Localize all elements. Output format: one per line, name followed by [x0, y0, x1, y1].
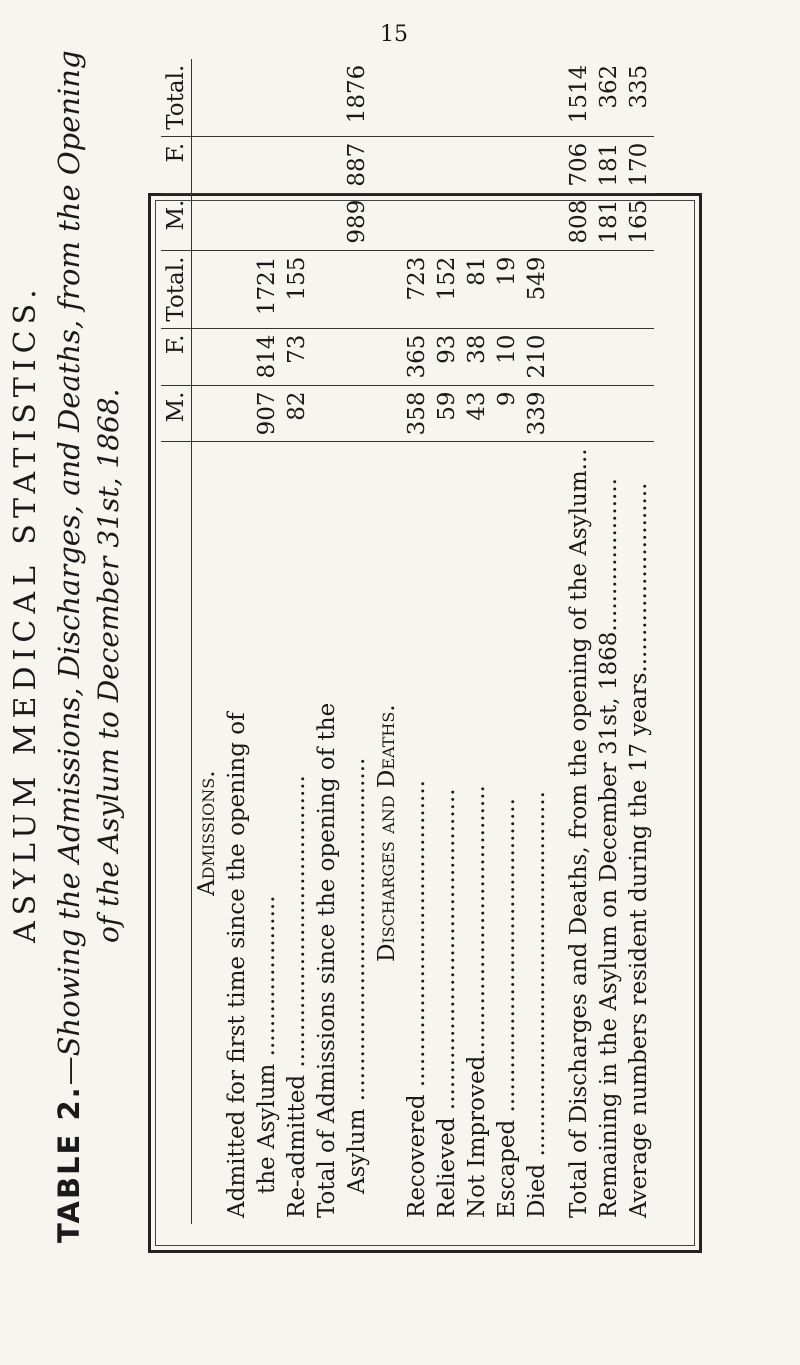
table-row [402, 59, 432, 1224]
table-caption-line-2: of the Asylum to December 31st, 1868. [92, 388, 125, 943]
row-label-continued: the Asylum ...................... [254, 895, 280, 1194]
row-label: Average numbers resident during the 17 years.......................... [626, 482, 652, 1218]
cell-f: 181 [594, 136, 624, 193]
cell-total: 1876 [342, 59, 372, 137]
cell-total: 155 [282, 250, 312, 328]
cell-m: 989 [342, 193, 372, 250]
table-header-row [161, 59, 192, 1224]
statistics-table-frame [148, 64, 702, 1253]
summary-row [624, 59, 654, 1224]
cell-f: 887 [342, 136, 372, 193]
header-blank [161, 442, 192, 1224]
table-row [522, 59, 552, 1224]
table-row [312, 59, 342, 1224]
table-row [492, 59, 522, 1224]
summary-row [594, 59, 624, 1224]
cell-m: 358 [402, 385, 432, 442]
summary-row [564, 59, 594, 1224]
table-row [432, 59, 462, 1224]
row-label-continued: Asylum ............................................... [344, 757, 370, 1194]
section-heading-row [192, 59, 223, 1224]
row-label: Total of Discharges and Deaths, from the opening of the Asylum... [566, 448, 592, 1218]
cell-m: 9 [492, 385, 522, 442]
table-row [282, 59, 312, 1224]
cell-f: 210 [522, 328, 552, 385]
cell-m: 808 [564, 193, 594, 250]
cell-f: 10 [492, 328, 522, 385]
table-tag: TABLE 2. [52, 1085, 86, 1243]
header-total-1: Total. [161, 250, 192, 328]
page-number: 15 [380, 22, 408, 47]
header-m-2: M. [161, 193, 192, 250]
row-label: Escaped ........................................... [494, 798, 520, 1218]
row-label: Admitted for first time since the opening of [224, 712, 250, 1218]
cell-m: 43 [462, 385, 492, 442]
cell-m: 181 [594, 193, 624, 250]
cell-f: 38 [462, 328, 492, 385]
row-label: Died .................................................. [524, 791, 550, 1218]
table-row [252, 59, 282, 1224]
row-label: Recovered .......................................... [404, 780, 430, 1218]
rotated-table-sheet [0, 50, 760, 1365]
cell-f: 814 [252, 328, 282, 385]
cell-total: 152 [432, 250, 462, 328]
cell-m: 82 [282, 385, 312, 442]
cell-m: 339 [522, 385, 552, 442]
header-total-2: Total. [161, 59, 192, 137]
table-caption-line-1 [52, 50, 86, 1243]
header-m-1: M. [161, 385, 192, 442]
cell-total: 362 [594, 59, 624, 137]
cell-m: 59 [432, 385, 462, 442]
cell-m: 907 [252, 385, 282, 442]
cell-f: 170 [624, 136, 654, 193]
table-row [222, 59, 252, 1224]
statistics-table [161, 59, 654, 1224]
page-title: ASYLUM MEDICAL STATISTICS. [8, 283, 43, 943]
row-label: Relieved ............................................ [434, 788, 460, 1218]
cell-total: 19 [492, 250, 522, 328]
discharges-heading: Discharges and Deaths. [374, 704, 400, 963]
cell-f: 93 [432, 328, 462, 385]
cell-total: 335 [624, 59, 654, 137]
header-f-2: F. [161, 136, 192, 193]
table-row [342, 59, 372, 1224]
caption-text-1: —Showing the Admissions, Discharges, and Deaths, from the Opening [52, 50, 86, 1086]
row-label: Not Improved..................................... [464, 785, 490, 1218]
cell-total: 549 [522, 250, 552, 328]
table-row [462, 59, 492, 1224]
cell-m: 165 [624, 193, 654, 250]
section-heading-row [372, 59, 402, 1224]
cell-f: 73 [282, 328, 312, 385]
cell-total: 81 [462, 250, 492, 328]
cell-f: 706 [564, 136, 594, 193]
cell-total: 723 [402, 250, 432, 328]
cell-total: 1721 [252, 250, 282, 328]
row-label: Re-admitted ........................................ [284, 775, 310, 1218]
cell-f: 365 [402, 328, 432, 385]
cell-total: 1514 [564, 59, 594, 137]
row-label: Remaining in the Asylum on December 31st, 1868..................... [596, 478, 622, 1218]
admissions-heading: Admissions. [194, 770, 220, 896]
header-f-1: F. [161, 328, 192, 385]
row-label: Total of Admissions since the opening of the [314, 702, 340, 1218]
